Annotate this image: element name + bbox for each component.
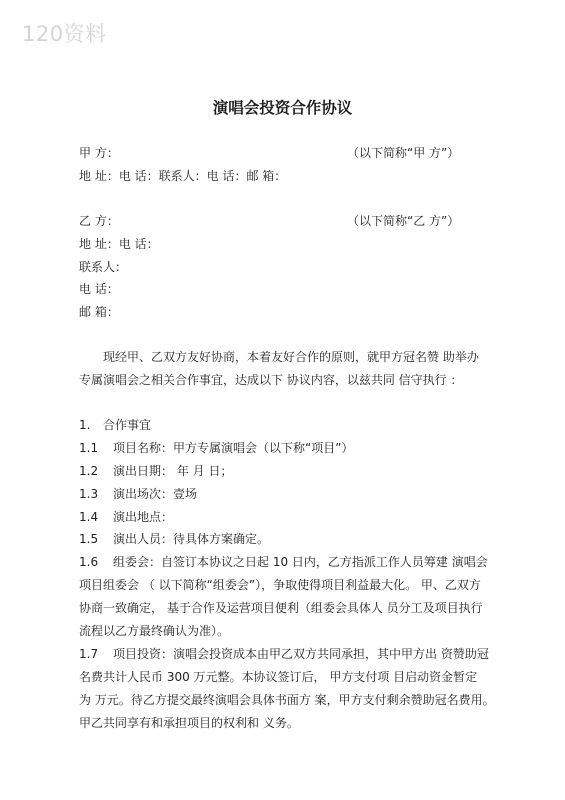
party-a-note: （以下简称“甲 方”） <box>347 146 460 160</box>
clause-text: 演出日期： 年 月 日； <box>113 464 233 478</box>
section-1-title: 合作事宜 <box>103 418 152 432</box>
clause-1-3 <box>79 487 197 501</box>
clause-number: 1.5 <box>79 532 99 546</box>
party-a-contact-line: 地 址：电 话：联系人：电 话：邮 箱： <box>79 169 287 183</box>
party-b-email-label: 邮 箱： <box>79 305 119 319</box>
clause-1-4 <box>79 510 173 524</box>
party-b-note: （以下简称“乙 方”） <box>347 214 460 228</box>
clause-1-6-line-4: 流程以乙方最终确认为准）。 <box>79 624 230 638</box>
clause-1-1 <box>79 441 353 455</box>
clause-1-6-line-3: 协商一致确定， 基于合作及运营项目便利（组委会具体人 员分工及项目执行 <box>79 601 483 615</box>
party-a-label: 甲 方： <box>79 146 119 160</box>
clause-text: 项目投资：演唱会投资成本由甲乙双方共同承担，其中甲方出 资赞助冠 <box>113 647 489 661</box>
clause-text: 组委会：自签订本协议之日起 10 日内，乙方指派工作人员筹建 演唱会 <box>113 555 488 569</box>
party-b-phone-label: 电 话： <box>79 282 119 296</box>
watermark: 120资料 <box>22 22 107 46</box>
intro-line-2: 专属演唱会之相关合作事宜，达成以下 协议内容，以兹共同 信守执行 ： <box>79 373 463 387</box>
party-b-label: 乙 方： <box>79 214 119 228</box>
intro-line-1: 现经甲、乙双方友好协商，本着友好合作的原则，就甲方冠名赞 助举办 <box>103 350 479 364</box>
clause-text: 演出地点： <box>113 510 174 524</box>
clause-text: 演出场次：壹场 <box>113 487 198 501</box>
clause-1-7-line-1 <box>79 647 489 661</box>
section-1-number: 1. <box>79 418 91 432</box>
clause-1-7-line-2: 名费共计人民币 300 万元整。本协议签订后， 甲方支付项 目启动资金暂定 <box>79 670 478 684</box>
clause-number: 1.4 <box>79 510 99 524</box>
party-b-contact-label: 联系人： <box>79 260 128 274</box>
document-title: 演唱会投资合作协议 <box>212 99 353 117</box>
clause-number: 1.7 <box>79 647 99 661</box>
clause-1-5 <box>79 532 269 546</box>
clause-text: 演出人员：待具体方案确定。 <box>113 532 270 546</box>
clause-number: 1.2 <box>79 464 99 478</box>
clause-1-7-line-3: 为 万元。待乙方提交最终演唱会具体书面方 案，甲方支付剩余赞助冠名费用。 <box>79 693 495 707</box>
section-1-heading <box>79 418 151 432</box>
clause-1-2 <box>79 464 232 478</box>
clause-number: 1.3 <box>79 487 99 501</box>
clause-number: 1.6 <box>79 555 99 569</box>
clause-number: 1.1 <box>79 441 99 455</box>
clause-1-6-line-1 <box>79 555 488 569</box>
clause-1-6-line-2: 项目组委会 （ 以下简称“组委会”），争取使得项目利益最大化。 甲、乙双方 <box>79 578 481 592</box>
clause-1-7-line-4: 甲乙共同享有和承担项目的权利和 义务。 <box>79 716 299 730</box>
clause-text: 项目名称：甲方专属演唱会（以下称“项目”） <box>113 441 354 455</box>
party-b-address-line: 地 址：电 话： <box>79 237 159 251</box>
